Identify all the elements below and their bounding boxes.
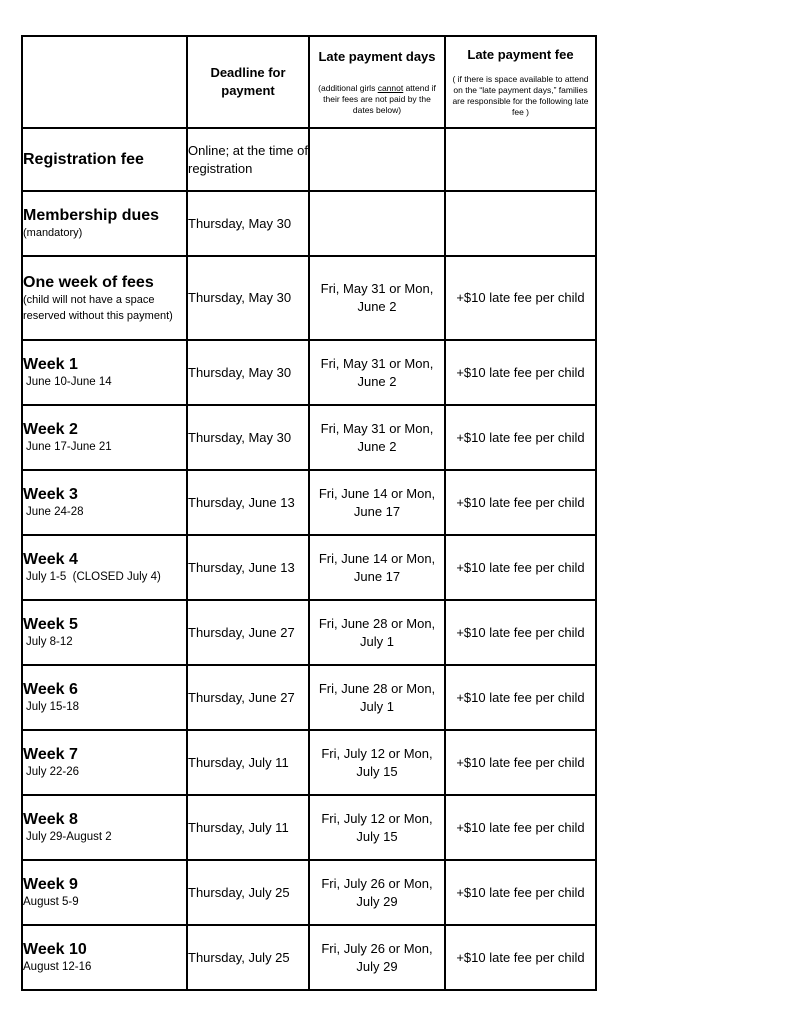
table-row [22, 925, 596, 990]
item-cell [22, 405, 187, 470]
table-row [22, 191, 596, 256]
item-subtitle: (child will not have a space reserved without this payment) [23, 293, 173, 322]
deadline-cell: Thursday, July 25 [187, 860, 309, 925]
header-late-days-note [310, 83, 444, 116]
late-days-cell: Fri, June 28 or Mon, July 1 [309, 665, 445, 730]
late-fee-cell: +$10 late fee per child [445, 470, 596, 535]
table-header-row [22, 36, 596, 128]
deadline-cell: Thursday, May 30 [187, 405, 309, 470]
late-fee-cell: +$10 late fee per child [445, 535, 596, 600]
late-fee-cell: +$10 late fee per child [445, 600, 596, 665]
item-title: Week 7 [23, 746, 78, 763]
late-days-cell: Fri, June 28 or Mon, July 1 [309, 600, 445, 665]
late-fee-cell: +$10 late fee per child [445, 730, 596, 795]
item-title: Week 3 [23, 486, 78, 503]
late-days-cell: Fri, May 31 or Mon, June 2 [309, 405, 445, 470]
deadline-cell: Thursday, July 11 [187, 795, 309, 860]
header-late-days-label: Late payment days [318, 49, 436, 64]
item-subtitle: August 5-9 [23, 896, 79, 908]
item-title: Registration fee [23, 151, 144, 168]
item-title: Week 1 [23, 356, 78, 373]
late-days-note-start: (additional girls [318, 83, 378, 93]
item-subtitle: July 8-12 [26, 636, 73, 648]
deadline-cell: Thursday, June 13 [187, 470, 309, 535]
item-cell [22, 860, 187, 925]
late-days-cell: Fri, June 14 or Mon, June 17 [309, 535, 445, 600]
item-title: Week 8 [23, 811, 78, 828]
item-subtitle: July 1-5 (CLOSED July 4) [26, 571, 161, 583]
deadline-cell: Online; at the time of registration [187, 128, 309, 191]
header-empty-cell [22, 36, 187, 128]
late-fee-cell: +$10 late fee per child [445, 340, 596, 405]
item-subtitle: July 15-18 [26, 701, 80, 713]
item-title: Week 6 [23, 681, 78, 698]
item-subtitle: June 17-June 21 [26, 441, 112, 453]
late-fee-cell: +$10 late fee per child [445, 256, 596, 340]
late-days-cell: Fri, May 31 or Mon, June 2 [309, 256, 445, 340]
late-days-note-underline: cannot [377, 83, 404, 93]
item-title: Week 10 [23, 941, 87, 958]
late-days-cell: Fri, July 12 or Mon, July 15 [309, 730, 445, 795]
item-cell [22, 665, 187, 730]
table-row [22, 665, 596, 730]
item-cell [22, 191, 187, 256]
item-cell [22, 795, 187, 860]
item-subtitle: July 29-August 2 [26, 831, 112, 843]
deadline-cell: Thursday, June 27 [187, 600, 309, 665]
late-days-cell: Fri, July 26 or Mon, July 29 [309, 860, 445, 925]
item-title: Week 9 [23, 876, 78, 893]
item-subtitle: July 22-26 [26, 766, 80, 778]
item-cell [22, 600, 187, 665]
item-cell [22, 730, 187, 795]
late-fee-cell: +$10 late fee per child [445, 665, 596, 730]
table-row [22, 535, 596, 600]
late-days-note-end: attend if their fees are not paid by the dates below) [323, 83, 436, 115]
item-cell [22, 340, 187, 405]
late-fee-cell: +$10 late fee per child [445, 405, 596, 470]
payment-schedule-table [21, 35, 597, 991]
item-title: Week 2 [23, 421, 78, 438]
table-row [22, 340, 596, 405]
late-days-cell: Fri, May 31 or Mon, June 2 [309, 340, 445, 405]
deadline-cell: Thursday, June 13 [187, 535, 309, 600]
table-row [22, 860, 596, 925]
deadline-cell: Thursday, June 27 [187, 665, 309, 730]
late-fee-cell: +$10 late fee per child [445, 860, 596, 925]
late-days-cell [309, 128, 445, 191]
item-cell [22, 925, 187, 990]
table-row [22, 128, 596, 191]
late-fee-cell: +$10 late fee per child [445, 925, 596, 990]
deadline-cell: Thursday, July 25 [187, 925, 309, 990]
header-late-fee-label: Late payment fee [467, 47, 574, 62]
header-late-days [309, 36, 445, 128]
item-subtitle: August 12-16 [23, 961, 92, 973]
late-days-cell: Fri, July 12 or Mon, July 15 [309, 795, 445, 860]
item-title: Membership dues [23, 207, 160, 224]
header-late-fee [445, 36, 596, 128]
item-title: One week of fees [23, 273, 154, 291]
item-title: Week 5 [23, 616, 78, 633]
late-days-cell: Fri, June 14 or Mon, June 17 [309, 470, 445, 535]
late-fee-cell: +$10 late fee per child [445, 795, 596, 860]
table-row [22, 730, 596, 795]
item-cell [22, 128, 187, 191]
table-row [22, 256, 596, 340]
header-late-fee-note: ( if there is space available to attend on the “late payment days,” families are responsible for the following late fee ) [452, 74, 589, 117]
item-cell [22, 470, 187, 535]
item-title: Week 4 [23, 551, 78, 568]
deadline-cell: Thursday, May 30 [187, 191, 309, 256]
late-days-cell [309, 191, 445, 256]
late-days-cell: Fri, July 26 or Mon, July 29 [309, 925, 445, 990]
item-subtitle: (mandatory) [23, 227, 83, 239]
deadline-cell: Thursday, May 30 [187, 340, 309, 405]
item-cell [22, 256, 187, 340]
item-cell [22, 535, 187, 600]
header-deadline: Deadline for payment [187, 36, 309, 128]
deadline-cell: Thursday, July 11 [187, 730, 309, 795]
item-subtitle: June 24-28 [26, 506, 84, 518]
table-row [22, 470, 596, 535]
table-row [22, 795, 596, 860]
deadline-cell: Thursday, May 30 [187, 256, 309, 340]
item-subtitle: June 10-June 14 [26, 376, 112, 388]
table-row [22, 600, 596, 665]
late-fee-cell [445, 191, 596, 256]
late-fee-cell [445, 128, 596, 191]
table-row [22, 405, 596, 470]
